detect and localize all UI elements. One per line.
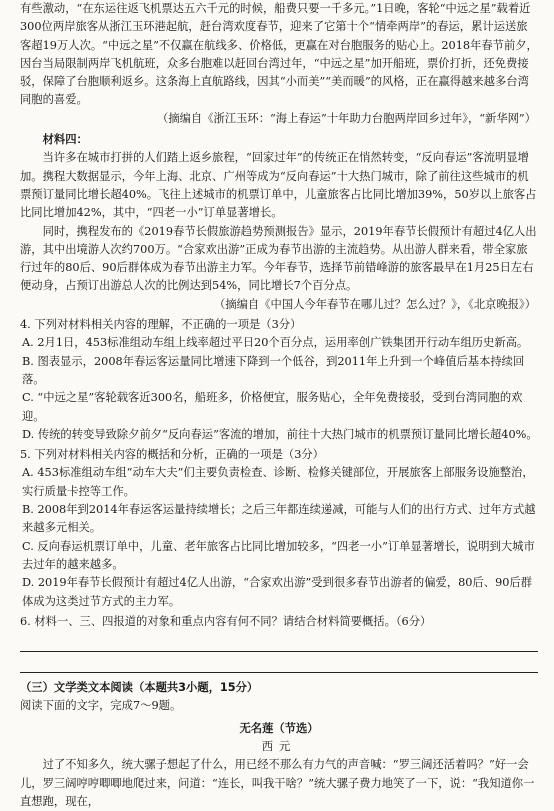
question-5-stem: 5. 下列对材料相关内容的概括和分析，正确的一项是（3分） (20, 448, 324, 462)
question-6-stem: 6. 材料一、三、四报道的对象和重点内容有何不同？请结合材料简要概括。（6分） (20, 614, 432, 628)
story-paragraph-1: 过了不知多久，统大骡子想起了什么，用已经不那么有力气的声音喊：“罗三阔还活着吗？”好一会儿，罗三阔哼哼唧唧地爬过来，问道：“连长，叫我干啥？”统大骡子费力地笑了一下，说：“我知道你一直想跑，现在， (20, 758, 535, 808)
answer-line-1[interactable] (20, 631, 538, 652)
question-5-option-b: B. 2008年到2014年春运客运量持续增长；之后三年都连续递减，可能与人们的出行方式、过年方式越来越多元相关。 (22, 503, 536, 535)
story-author: 西元 (261, 739, 297, 753)
question-4-stem: 4. 下列对材料相关内容的理解，不正确的一项是（3分） (20, 318, 302, 332)
section-three-instruction: 阅读下面的文字，完成7～9题。 (20, 699, 182, 713)
question-5-option-c: C. 反向春运机票订单中，儿童、老年旅客占比同比增加较多，“四老一小”订单显著增长，说明到大城市去过年的越来越多。 (22, 539, 535, 571)
intro-source: （摘编自《浙江玉环：“海上春运”十年助力台胞两岸回乡过年》，“新华网”） (157, 111, 536, 125)
story-title: 无名莲（节选） (239, 721, 319, 735)
question-4-option-a: A. 2月1日，453标准组动车组上线率超过平日20个百分点，运用率创广铁集团开行动车组历史新高。 (22, 336, 529, 350)
material-four-source: （摘编自《中国人今年春节在哪儿过？怎么过？》，《北京晚报》） (214, 297, 536, 311)
intro-paragraph: 有些激动，“在东运往返飞机票达五六千元的时候，船费只要一千多元。”1日晚，客轮“中远之星”载着近300位两岸旅客从浙江玉环港起航，赶台湾欢度春节，迎来了它第十个“情牵两岸”的春运，累计运送旅客超19万人次。“中远之星”不仅赢在航线多、价格低，更赢在对台胞服务的贴心上。2018年春节前夕，因台当局限制两岸飞机航班，众多台胞难以赶回台湾过年，“中远之星”加开船班，票价打折，还免费接驳，保障了台胞顺利返乡。这条海上直航路线，因其“小而美”“美而暖”的风格，正在赢得越来越多台湾同胞的喜爱。 (20, 2, 538, 107)
section-three-heading: （三）文学类文本阅读（本题共3小题，15分） (20, 681, 259, 695)
question-4-option-c: C. “中远之星”客轮载客近300名，船班多，价格便宜，服务贴心，全年免费接驳，受到台湾同胞的欢迎。 (22, 391, 523, 423)
material-four-paragraph-1: 当许多在城市打拼的人们踏上返乡旅程，“回家过年”的传统正在悄然转变，“反向春运”客流明显增加。携程大数据显示，今年上海、北京、广州等成为“反向春运”十大热门城市，除了前往这些城市的机票预订量同比增长超40%。飞往上述城市的机票订单中，儿童旅客占比同比增加39%，50岁以上旅客占比同比增加42%，其中，“四老一小”订单显著增长。 (20, 151, 537, 220)
answer-line-2[interactable] (20, 652, 538, 673)
question-4-option-d: D. 传统的转变导致除夕前夕“反向春运”客流的增加，前往十大热门城市的机票预订量同比增长超40%。 (22, 427, 538, 441)
question-4-option-b: B. 图表显示，2008年春运客运量同比增速下降到一个低谷，到2011年上升到一个峰值后基本持续回落。 (22, 354, 525, 386)
question-5-option-a: A. 453标准组动车组“动车大夫”们主要负责检查、诊断、检修关键部位，开展旅客上部服务设施整治，实行质量卡控等工作。 (22, 466, 534, 498)
material-four-heading: 材料四： (42, 133, 88, 147)
question-5-option-d: D. 2019年春节长假预计有超过4亿人出游，“合家欢出游”受到很多春节出游者的偏爱，80后、90后群体成为这类过节方式的主力军。 (22, 576, 533, 608)
material-four-paragraph-2: 同时，携程发布的《2019春节长假旅游趋势预测报告》显示，2019年春节长假预计有超过4亿人出游，其中出境游人次约700万。“合家欢出游”正成为春节出游的主流趋势。从出游人群来看，带全家旅行过年的80后、90后群体成为春节出游主力军。今年春节，选择节前错峰游的旅客最早在1月25日左右便动身，占预订出游总人次的比例达到54%，同比增长7个百分点。 (20, 224, 537, 293)
